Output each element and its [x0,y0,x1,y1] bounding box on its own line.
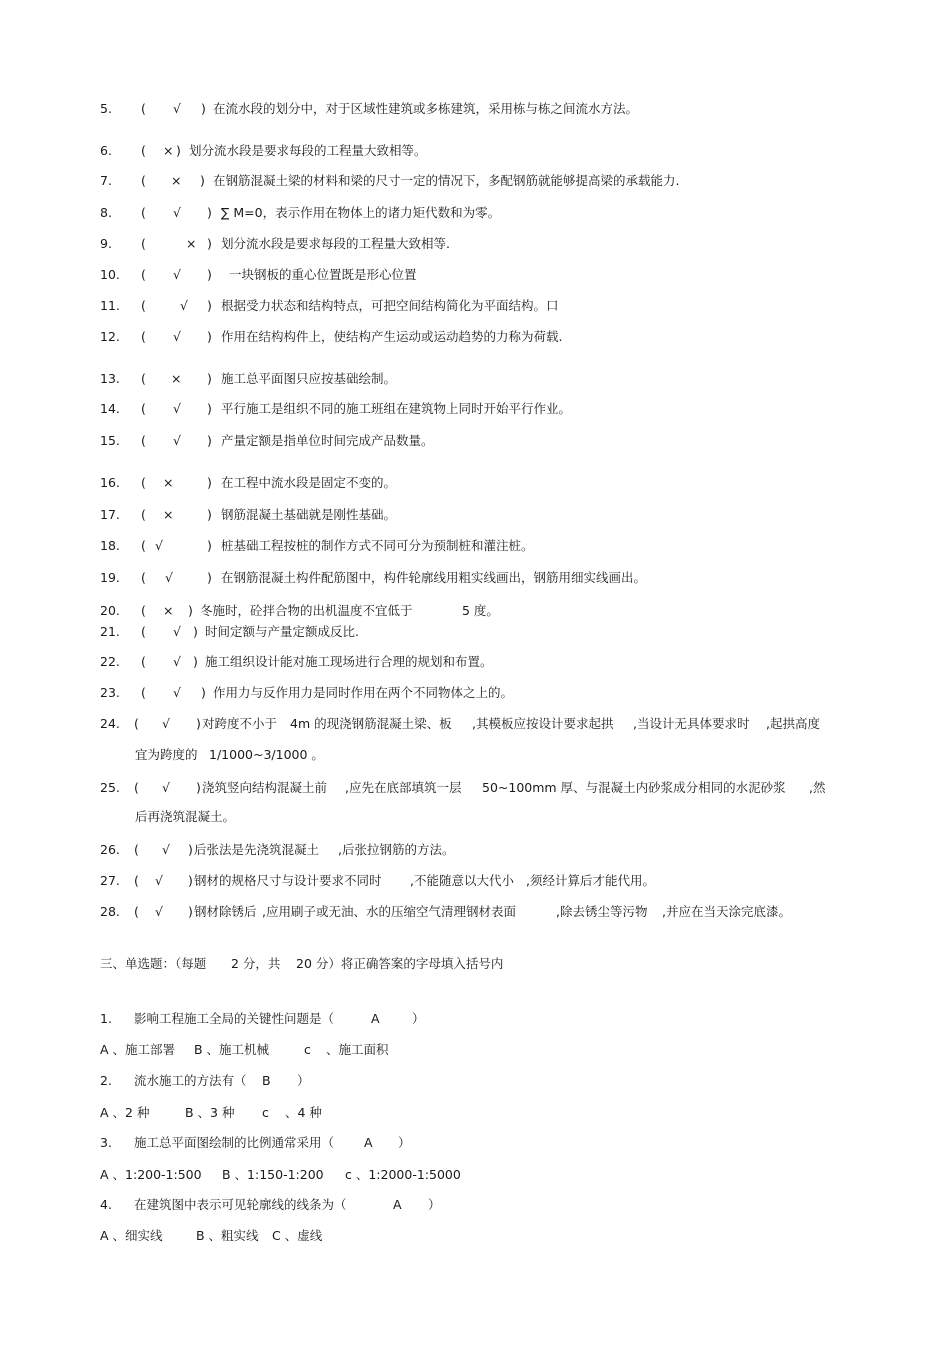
answer-open-paren: ( [141,685,146,700]
statement-text: 作用在结构构件上，使结构产生运动或运动趋势的力称为荷载. [221,329,563,344]
item-number: 12. [100,329,120,344]
statement-part: ,然 [809,780,826,795]
item-number: 27. [100,873,120,888]
answer-mark: × [163,603,174,618]
answer-close-paren: ） [398,1135,411,1150]
option: B 、1:150-1:200 [222,1167,324,1182]
answer-open-paren: ( [141,143,146,158]
answer-close-paren: ) [200,173,205,188]
answer-mark: × [163,475,174,490]
item-number: 11. [100,298,120,313]
statement-text: 冬施时，砼拌合物的出机温度不宜低于 [200,603,413,618]
item-number: 5. [100,101,112,116]
statement-text: 钢筋混凝土基础就是刚性基础。 [221,507,397,522]
answer-close-paren: ） [297,1073,310,1088]
answer-open-paren: ( [141,654,146,669]
answer-close-paren: ) [207,475,212,490]
answer-open-paren: ( [141,298,146,313]
item-number: 6. [100,143,112,158]
statement-continuation: 宜为跨度的 [135,747,198,762]
statement-part: ,当设计无具体要求时 [633,716,750,731]
item-number: 2. [100,1073,112,1088]
statement-part: ,不能随意以大代小 [410,873,514,888]
statement-text: 划分流水段是要求每段的工程量大致相等. [221,236,450,251]
answer-mark: √ [173,654,181,669]
statement-part: ,后张拉钢筋的方法。 [338,842,455,857]
statement-part: 对跨度不小于 [202,716,278,731]
statement-text: 施工组织设计能对施工现场进行合理的规划和布置。 [205,654,493,669]
option: 、4 种 [285,1105,322,1120]
answer-close-paren: ) [201,101,206,116]
statement-text: 产量定额是指单位时间完成产品数量。 [221,433,434,448]
item-number: 3. [100,1135,112,1150]
item-number: 23. [100,685,120,700]
answer-mark: × [163,143,174,158]
answer-open-paren: ( [141,329,146,344]
question-text: 影响工程施工全局的关键性问题是（ [134,1011,335,1026]
statement-text: 在工程中流水段是固定不变的。 [221,475,397,490]
statement-part: 50~100mm 厚、与混凝土内砂浆成分相同的水泥砂浆 [482,780,786,795]
answer-close-paren: ) [188,873,193,888]
answer-close-paren: ) [188,842,193,857]
statement-text: 施工总平面图只应按基础绘制。 [221,371,397,386]
answer-mark: √ [155,873,163,888]
answer-open-paren: ( [141,205,146,220]
answer-mark: √ [165,570,173,585]
item-number: 22. [100,654,120,669]
answer-open-paren: ( [141,101,146,116]
answer-close-paren: ) [207,401,212,416]
item-number: 26. [100,842,120,857]
answer-open-paren: ( [134,780,139,795]
option: B 、3 种 [185,1105,235,1120]
answer-letter: A [393,1197,402,1212]
statement-part: ,起拱高度 [766,716,820,731]
item-number: 28. [100,904,120,919]
statement-text: 作用力与反作用力是同时作用在两个不同物体之上的。 [213,685,514,700]
answer-close-paren: ) [188,904,193,919]
section-heading-part: 三、单选题：（每题 [100,956,207,971]
statement-part: 钢材除锈后 [194,904,257,919]
option: A 、1:200-1:500 [100,1167,202,1182]
statement-text: 划分流水段是要求每段的工程量大致相等。 [189,143,427,158]
section-heading-part: 2 分，共 [231,956,281,971]
statement-part: 4m 的现浇钢筋混凝土梁、板 [290,716,452,731]
item-number: 8. [100,205,112,220]
answer-mark: √ [173,624,181,639]
answer-mark: √ [155,538,163,553]
item-number: 14. [100,401,120,416]
item-number: 21. [100,624,120,639]
statement-text: 平行施工是组织不同的施工班组在建筑物上同时开始平行作业。 [221,401,572,416]
item-number: 18. [100,538,120,553]
section-heading-part: 20 分）将正确答案的字母填入括号内 [296,956,504,971]
answer-close-paren: ） [428,1197,441,1212]
answer-mark: √ [162,716,170,731]
answer-close-paren: ) [207,205,212,220]
answer-open-paren: ( [141,603,146,618]
answer-letter: A [371,1011,380,1026]
answer-close-paren: ) [207,298,212,313]
answer-mark: √ [173,267,181,282]
option: c [304,1042,311,1057]
answer-open-paren: ( [134,904,139,919]
answer-close-paren: ) [207,570,212,585]
answer-mark: √ [173,329,181,344]
statement-part: 后张法是先浇筑混凝土 [194,842,320,857]
statement-continuation: 1/1000~3/1000 。 [209,747,324,762]
statement-part: ,须经计算后才能代用。 [526,873,655,888]
statement-text: 在钢筋混凝土梁的材料和梁的尺寸一定的情况下，多配钢筋就能够提高梁的承载能力. [213,173,680,188]
question-text: 在建筑图中表示可见轮廓线的线条为（ [134,1197,347,1212]
answer-close-paren: ) [207,507,212,522]
answer-open-paren: ( [134,716,139,731]
statement-text: ∑ M=0，表示作用在物体上的诸力矩代数和为零。 [221,205,501,220]
answer-mark: √ [173,101,181,116]
statement-part: ,除去锈尘等污物 [556,904,648,919]
answer-open-paren: ( [141,401,146,416]
statement-text: 在钢筋混凝土构件配筋图中，构件轮廓线用粗实线画出，钢筋用细实线画出。 [221,570,647,585]
item-number: 9. [100,236,112,251]
item-number: 4. [100,1197,112,1212]
answer-close-paren: ） [412,1011,425,1026]
option: A 、施工部署 [100,1042,176,1057]
answer-letter: B [262,1073,271,1088]
statement-part: 浇筑竖向结构混凝土前 [202,780,328,795]
item-number: 17. [100,507,120,522]
item-number: 7. [100,173,112,188]
item-number: 15. [100,433,120,448]
answer-open-paren: ( [141,475,146,490]
answer-mark: √ [162,842,170,857]
option: B 、粗实线 [196,1228,259,1243]
statement-continuation: 后再浇筑混凝土。 [135,809,236,824]
answer-open-paren: ( [141,624,146,639]
answer-mark: √ [162,780,170,795]
option: A 、2 种 [100,1105,150,1120]
statement-part: ,应先在底部填筑一层 [345,780,462,795]
answer-open-paren: ( [141,371,146,386]
answer-mark: × [163,507,174,522]
statement-part: ,其模板应按设计要求起拱 [472,716,614,731]
answer-open-paren: ( [141,236,146,251]
item-number: 16. [100,475,120,490]
item-number: 10. [100,267,120,282]
answer-open-paren: ( [141,538,146,553]
option: c 、1:2000-1:5000 [345,1167,461,1182]
statement-text: 桩基础工程按桩的制作方式不同可分为预制桩和灌注桩。 [221,538,534,553]
statement-text: 一块钢板的重心位置既是形心位置 [229,267,417,282]
question-text: 流水施工的方法有（ [134,1073,247,1088]
answer-close-paren: ) [193,654,198,669]
answer-close-paren: ) [207,267,212,282]
option: C 、虚线 [272,1228,323,1243]
statement-part: ,并应在当天涂完底漆。 [662,904,791,919]
answer-open-paren: ( [141,570,146,585]
answer-close-paren: ) [207,538,212,553]
answer-mark: √ [173,685,181,700]
item-number: 13. [100,371,120,386]
answer-close-paren: ) [207,329,212,344]
answer-close-paren: ) [207,236,212,251]
answer-close-paren: ) [196,780,201,795]
answer-close-paren: ) [201,685,206,700]
answer-open-paren: ( [141,507,146,522]
answer-mark: × [171,371,182,386]
item-number: 20. [100,603,120,618]
answer-open-paren: ( [134,873,139,888]
statement-part: 钢材的规格尺寸与设计要求不同时 [194,873,382,888]
statement-part: ,应用刷子或无油、水的压缩空气清理钢材表面 [262,904,516,919]
answer-close-paren: ) [176,143,181,158]
item-number: 1. [100,1011,112,1026]
item-number: 19. [100,570,120,585]
answer-mark: √ [173,433,181,448]
item-number: 25. [100,780,120,795]
answer-mark: × [171,173,182,188]
statement-text: 根据受力状态和结构特点，可把空间结构简化为平面结构。口 [221,298,559,313]
answer-mark: √ [173,401,181,416]
answer-open-paren: ( [141,267,146,282]
answer-close-paren: ) [207,371,212,386]
option: B 、施工机械 [194,1042,270,1057]
option: 、施工面积 [326,1042,389,1057]
statement-text: 时间定额与产量定额成反比. [205,624,359,639]
answer-mark: √ [180,298,188,313]
answer-close-paren: ) [193,624,198,639]
answer-open-paren: ( [141,433,146,448]
option: c [262,1105,269,1120]
statement-text: 在流水段的划分中，对于区域性建筑或多栋建筑，采用栋与栋之间流水方法。 [213,101,639,116]
answer-open-paren: ( [134,842,139,857]
answer-mark: √ [173,205,181,220]
option: A 、细实线 [100,1228,163,1243]
statement-text-tail: 5 度。 [462,603,499,618]
answer-open-paren: ( [141,173,146,188]
answer-close-paren: ) [207,433,212,448]
answer-close-paren: ) [196,716,201,731]
answer-letter: A [364,1135,373,1150]
answer-mark: × [186,236,197,251]
answer-mark: √ [155,904,163,919]
answer-close-paren: ) [188,603,193,618]
item-number: 24. [100,716,120,731]
question-text: 施工总平面图绘制的比例通常采用（ [134,1135,335,1150]
